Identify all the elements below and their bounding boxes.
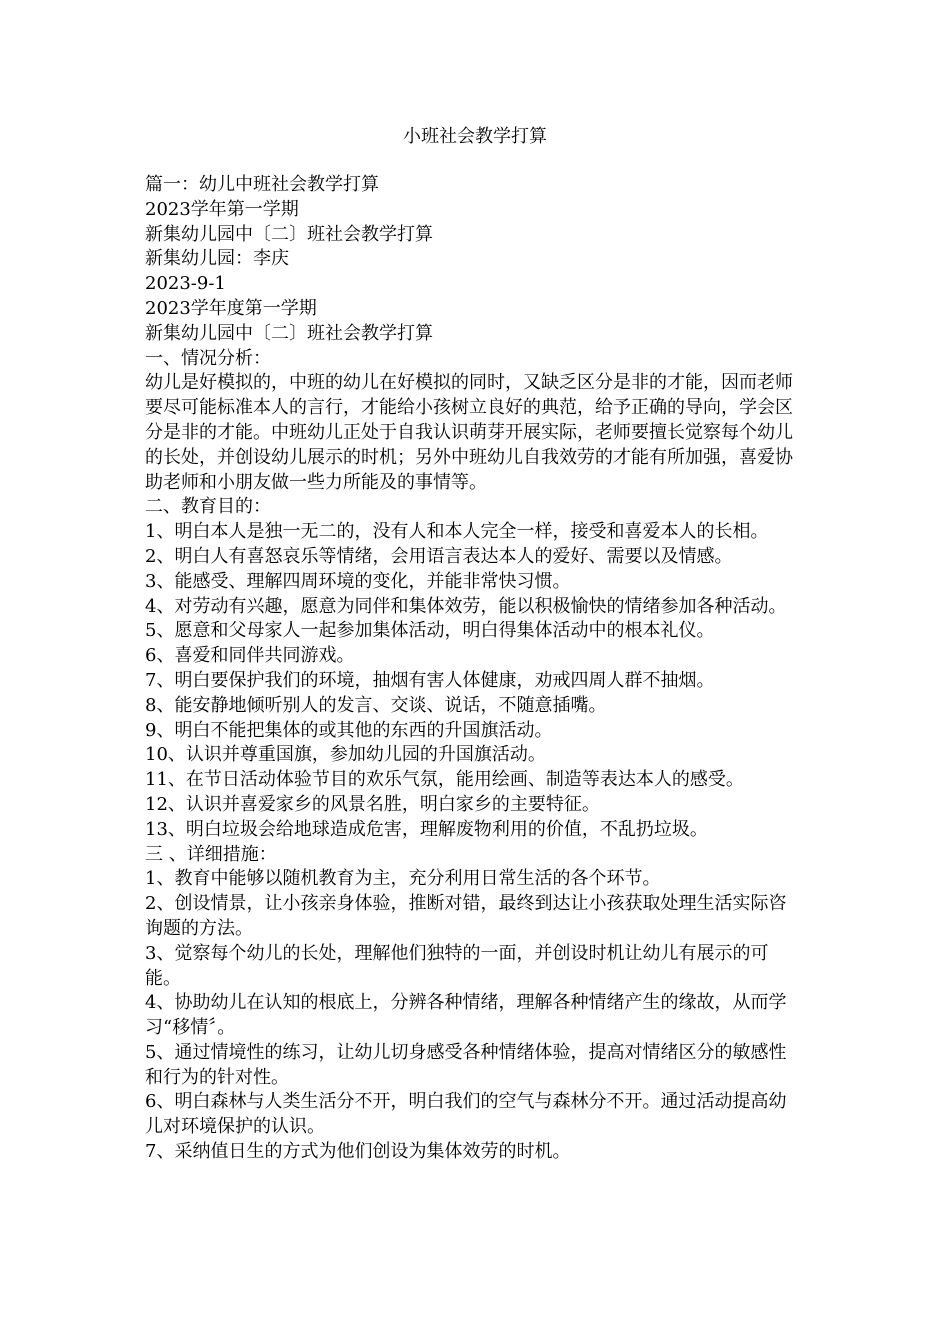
goal-item: 3、能感受、理解四周环境的变化，并能非常快习惯。 [145,570,571,592]
measure-item: 7、采纳值日生的方式为他们创设为集体效劳的时机。 [145,1141,571,1163]
goal-item: 2、明白人有喜怒哀乐等情绪，会用语言表达本人的爱好、需要以及情感。 [145,545,733,567]
goal-item: 10、认识并尊重国旗，参加幼儿园的升国旗活动。 [145,744,546,766]
section-heading: 三 、详细措施： [145,843,277,865]
goal-item: 12、认识并喜爱家乡的风景名胜，明白家乡的主要特征。 [145,793,600,815]
goal-item: 11、在节日活动体验节目的欢乐气氛，能用绘画、制造等表达本人的感受。 [145,769,744,791]
header-line: 2023学年度第一学期 [145,297,317,319]
goal-item: 7、明白要保护我们的环境，抽烟有害人体健康，劝戒四周人群不抽烟。 [145,669,715,691]
goal-item: 5、愿意和父母家人一起参加集体活动，明白得集体活动中的根本礼仪。 [145,620,715,642]
goal-item: 1、明白本人是独一无二的，没有人和本人完全一样，接受和喜爱本人的长相。 [145,521,769,543]
header-line: 新集幼儿园中〔二〕班社会教学打算 [145,223,433,245]
header-line: 新集幼儿园：李庆 [145,248,289,270]
section-paragraph: 幼儿是好模拟的，中班的幼儿在好模拟的同时，又缺乏区分是非的才能，因而老师要尽可能标准本人的言行，才能给小孩树立良好的典范，给予正确的导向，学会区分是非的才能。中班幼儿正处于自我认识萌芽开展实际，老师要擅长觉察每个幼儿的长处，并创设幼儿展示的时机；另外中班幼儿自我效劳的才能有所加强，喜爱协助老师和小朋友做一些力所能及的事情等。 [145,372,793,493]
goal-item: 9、明白不能把集体的或其他的东西的升国旗活动。 [145,719,553,741]
measure-item: 6、明白森林与人类生活分不开，明白我们的空气与森林分不开。通过活动提高幼儿对环境保护的认识。 [145,1091,787,1138]
goal-item: 4、对劳动有兴趣，愿意为同伴和集体效劳，能以积极愉快的情绪参加各种活动。 [145,595,787,617]
goal-item: 8、能安静地倾听别人的发言、交谈、说话，不随意插嘴。 [145,694,607,716]
measure-item: 4、协助幼儿在认知的根底上，分辨各种情绪，理解各种情绪产生的缘故，从而学习“移情〞。 [145,992,787,1039]
section-heading: 二、教育目的： [145,496,271,518]
header-line: 2023学年第一学期 [145,198,299,220]
measure-item: 5、通过情境性的练习，让幼儿切身感受各种情绪体验，提高对情绪区分的敏感性和行为的针对性。 [145,1041,787,1088]
measure-item: 2、创设情景，让小孩亲身体验，推断对错，最终到达让小孩获取处理生活实际咨询题的方法。 [145,893,787,939]
header-line: 篇一：幼儿中班社会教学打算 [145,174,379,195]
header-line: 新集幼儿园中〔二〕班社会教学打算 [145,322,433,344]
measure-item: 1、教育中能够以随机教育为主，充分利用日常生活的各个环节。 [145,868,661,890]
measure-item: 3、觉察每个幼儿的长处，理解他们独特的一面，并创设时机让幼儿有展示的可能。 [145,942,769,989]
goal-item: 6、喜爱和同伴共同游戏。 [145,645,355,667]
document-body [145,173,797,1165]
goal-item: 13、明白垃圾会给地球造成危害，理解废物利用的价值，不乱扔垃圾。 [145,818,708,840]
section-heading: 一、情况分析： [145,347,271,369]
page-title: 小班社会教学打算 [403,126,547,147]
header-line: 2023-9-1 [145,273,226,295]
